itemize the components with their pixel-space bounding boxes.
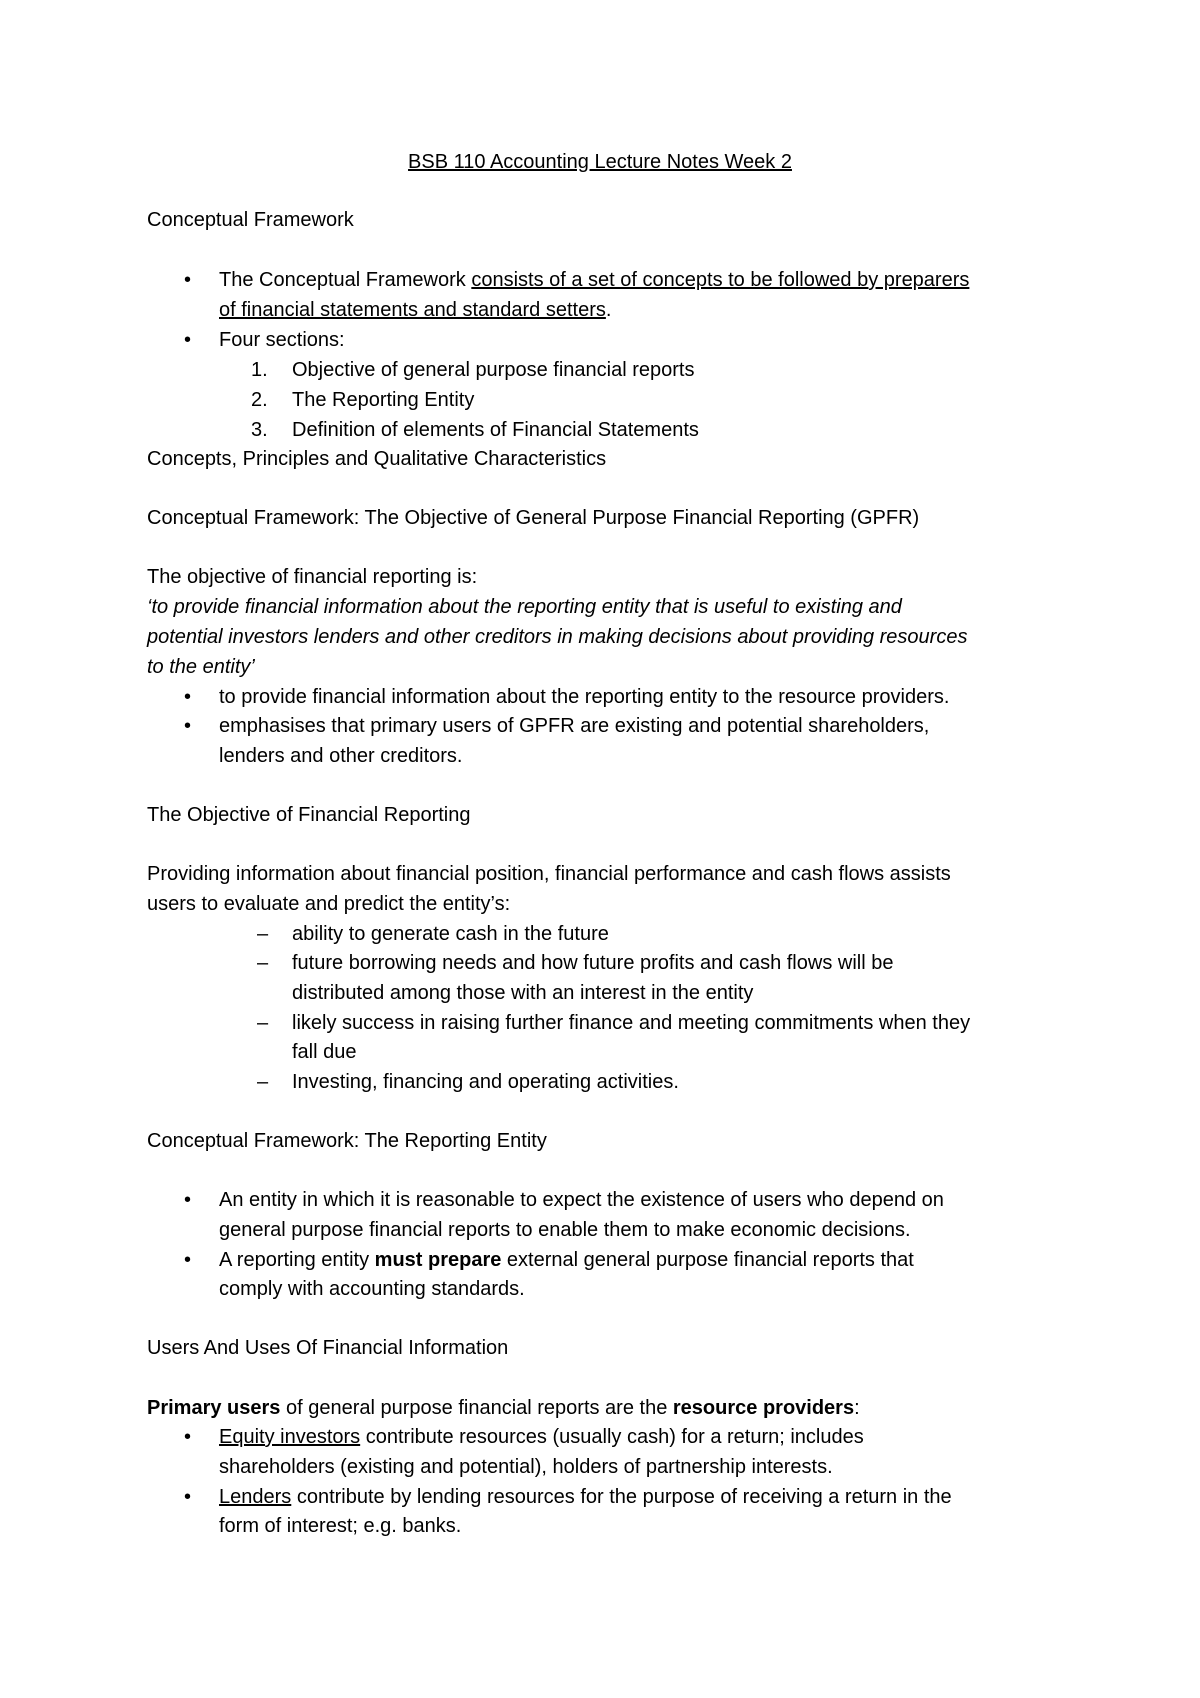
- bullet-marker: •: [184, 1189, 192, 1211]
- re-bullet-1-line-2: general purpose financial reports to enable them to make economic decisions.: [219, 1219, 911, 1241]
- section-heading-gpfr: Conceptual Framework: The Objective of General Purpose Financial Reporting (GPFR): [147, 507, 920, 529]
- bullet-marker: •: [184, 269, 192, 291]
- users-intro: Primary users of general purpose financial reports are the resource providers:: [147, 1397, 860, 1419]
- bullet-marker: •: [184, 715, 192, 737]
- bullet-marker: •: [184, 1486, 192, 1508]
- bullet-marker: •: [184, 329, 192, 351]
- cf-bullet-1-line-2: of financial statements and standard setters.: [219, 299, 612, 321]
- objective-bullet-2-line-1: emphasises that primary users of GPFR are existing and potential shareholders,: [219, 715, 930, 737]
- dash-marker: –: [257, 923, 269, 945]
- re-bullet-2-line-1: A reporting entity must prepare external general purpose financial reports that: [219, 1249, 914, 1271]
- dash-marker: –: [257, 952, 269, 974]
- users-bullet-1-line-2: shareholders (existing and potential), holders of partnership interests.: [219, 1456, 833, 1478]
- objective-quote-line-3: to the entity’: [147, 656, 255, 678]
- numbered-marker: 1.: [251, 359, 268, 381]
- bullet-marker: •: [184, 1249, 192, 1271]
- cf-bullet-2: Four sections:: [219, 329, 345, 351]
- document-title: BSB 110 Accounting Lecture Notes Week 2: [408, 151, 792, 173]
- numbered-item: Definition of elements of Financial Statements: [292, 419, 699, 441]
- ofr-dash-2-line-2: distributed among those with an interest in the entity: [292, 982, 754, 1004]
- objective-quote-line-1: ‘to provide financial information about the reporting entity that is useful to existing and: [147, 596, 902, 618]
- bullet-marker: •: [184, 1426, 192, 1448]
- ofr-intro-line-2: users to evaluate and predict the entity’s:: [147, 893, 511, 915]
- section-heading-objective-financial-reporting: The Objective of Financial Reporting: [147, 804, 471, 826]
- objective-bullet-2-line-2: lenders and other creditors.: [219, 745, 463, 767]
- re-bullet-1-line-1: An entity in which it is reasonable to expect the existence of users who depend on: [219, 1189, 944, 1211]
- concepts-line: Concepts, Principles and Qualitative Characteristics: [147, 448, 607, 470]
- users-bullet-1-line-1: Equity investors contribute resources (usually cash) for a return; includes: [219, 1426, 864, 1448]
- dash-marker: –: [257, 1071, 269, 1093]
- ofr-dash-3-line-1: likely success in raising further finance and meeting commitments when they: [292, 1012, 971, 1034]
- objective-quote-line-2: potential investors lenders and other creditors in making decisions about providing resources: [147, 626, 968, 648]
- section-heading-conceptual-framework: Conceptual Framework: [147, 209, 354, 231]
- users-bullet-2-line-2: form of interest; e.g. banks.: [219, 1515, 462, 1537]
- bullet-marker: •: [184, 686, 192, 708]
- dash-marker: –: [257, 1012, 269, 1034]
- objective-bullet-1: to provide financial information about the reporting entity to the resource providers.: [219, 686, 950, 708]
- numbered-marker: 3.: [251, 419, 268, 441]
- numbered-item: Objective of general purpose financial reports: [292, 359, 695, 381]
- re-bullet-2-line-2: comply with accounting standards.: [219, 1278, 525, 1300]
- numbered-marker: 2.: [251, 389, 268, 411]
- ofr-dash-3-line-2: fall due: [292, 1041, 357, 1063]
- section-heading-reporting-entity: Conceptual Framework: The Reporting Entity: [147, 1130, 547, 1152]
- cf-bullet-1-line-1: The Conceptual Framework consists of a set of concepts to be followed by preparers: [219, 269, 970, 291]
- ofr-dash-2-line-1: future borrowing needs and how future profits and cash flows will be: [292, 952, 894, 974]
- section-heading-users: Users And Uses Of Financial Information: [147, 1337, 509, 1359]
- ofr-dash-1: ability to generate cash in the future: [292, 923, 609, 945]
- ofr-intro-line-1: Providing information about financial position, financial performance and cash flows assists: [147, 863, 951, 885]
- ofr-dash-4: Investing, financing and operating activities.: [292, 1071, 679, 1093]
- users-bullet-2-line-1: Lenders contribute by lending resources for the purpose of receiving a return in the: [219, 1486, 952, 1508]
- objective-intro: The objective of financial reporting is:: [147, 566, 478, 588]
- numbered-item: The Reporting Entity: [292, 389, 475, 411]
